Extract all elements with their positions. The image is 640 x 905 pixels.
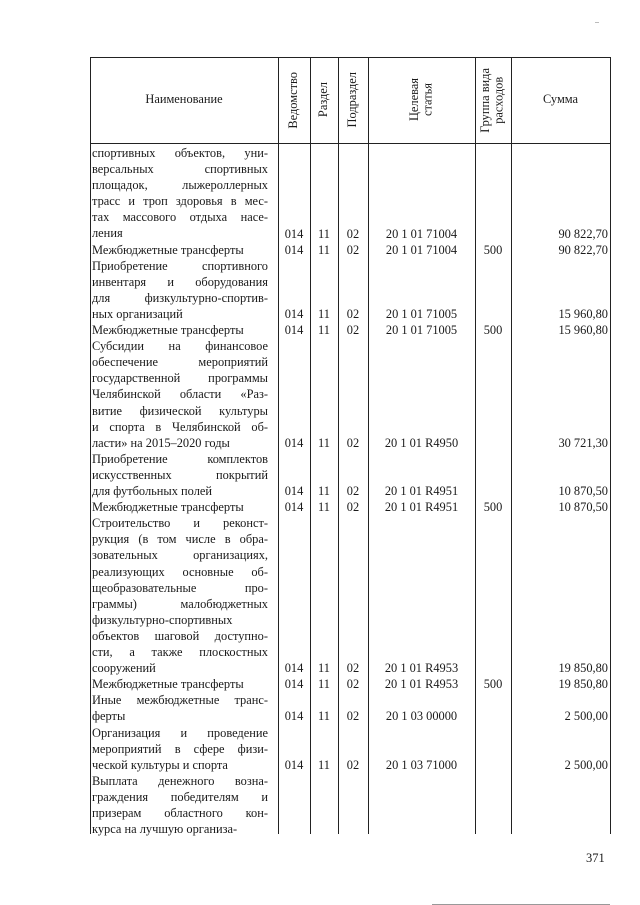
row-celevaya: 20 1 03 71000 bbox=[385, 757, 458, 772]
row-vedomstvo: 014 bbox=[284, 500, 304, 515]
row-summa: 30 721,30 bbox=[558, 435, 608, 450]
row-name-line: сооружений bbox=[92, 661, 156, 676]
row-name-line: Иные межбюджетные транс- bbox=[92, 693, 268, 708]
row-name-line: для футбольных полей bbox=[92, 484, 213, 499]
row-razdel: 11 bbox=[318, 500, 330, 515]
header-celevaya-line: статья bbox=[420, 83, 435, 117]
header-gruppa-line: Группа вида bbox=[478, 67, 493, 133]
header-name-cell bbox=[90, 57, 278, 143]
row-name-line: Межбюджетные трансферты bbox=[92, 323, 244, 338]
row-name bbox=[92, 499, 268, 515]
row-name-line: и спорта в Челябинской об- bbox=[92, 419, 268, 434]
header-podrazdel: Подраздел bbox=[345, 72, 360, 128]
header-razdel-cell bbox=[310, 57, 338, 143]
row-name-line: витие физической культуры bbox=[92, 403, 268, 418]
row-celevaya: 20 1 01 R4950 bbox=[384, 435, 459, 450]
row-celevaya: 20 1 01 R4951 bbox=[384, 500, 459, 515]
row-summa: 90 822,70 bbox=[558, 242, 608, 257]
row-name-line: для физкультурно-спортив- bbox=[92, 290, 268, 305]
row-name-line: физкультурно-спортивных bbox=[92, 612, 233, 627]
row-name-line: Межбюджетные трансферты bbox=[92, 500, 244, 515]
row-name-line: версальных спортивных bbox=[92, 162, 268, 177]
row-podrazdel: 02 bbox=[346, 306, 360, 321]
row-name-line: трасс и троп здоровья в мес- bbox=[92, 194, 268, 209]
row-name-line: ческой культуры и спорта bbox=[92, 757, 228, 772]
row-summa: 10 870,50 bbox=[558, 484, 608, 499]
row-razdel: 11 bbox=[318, 661, 330, 676]
row-razdel: 11 bbox=[318, 709, 330, 724]
table-row bbox=[90, 725, 611, 773]
row-razdel: 11 bbox=[318, 306, 330, 321]
row-name-line: граждения победителям и bbox=[92, 789, 268, 804]
row-celevaya: 20 1 03 00000 bbox=[385, 709, 458, 724]
header-name: Наименование bbox=[145, 92, 223, 107]
row-name-line: инвентаря и оборудования bbox=[92, 274, 268, 289]
header-podrazdel-cell bbox=[338, 57, 368, 143]
row-name-line: ферты bbox=[92, 709, 126, 724]
row-celevaya: 20 1 01 R4951 bbox=[384, 484, 459, 499]
row-name-line: объектов шаговой доступно- bbox=[92, 628, 268, 643]
row-name-line: ления bbox=[92, 226, 123, 241]
row-name-line: спортивных объектов, уни- bbox=[92, 146, 268, 160]
row-podrazdel: 02 bbox=[346, 226, 360, 241]
row-razdel: 11 bbox=[318, 435, 330, 450]
row-name bbox=[92, 242, 268, 258]
row-podrazdel: 02 bbox=[346, 677, 360, 692]
row-name bbox=[92, 692, 268, 724]
row-gruppa: 500 bbox=[483, 242, 503, 257]
row-name-line: Межбюджетные трансферты bbox=[92, 242, 244, 257]
row-name-line: Субсидии на финансовое bbox=[92, 339, 268, 354]
row-vedomstvo: 014 bbox=[284, 323, 304, 338]
row-celevaya: 20 1 01 R4953 bbox=[384, 661, 459, 676]
header-summa: Сумма bbox=[542, 92, 579, 107]
row-summa: 90 822,70 bbox=[558, 226, 608, 241]
row-vedomstvo: 014 bbox=[284, 435, 304, 450]
table-row bbox=[90, 145, 611, 242]
header-celevaya bbox=[408, 78, 435, 121]
row-summa: 19 850,80 bbox=[558, 661, 608, 676]
row-name-line: государственной программы bbox=[92, 371, 268, 386]
header-celevaya-line: Целевая bbox=[406, 78, 421, 122]
row-celevaya: 20 1 01 71005 bbox=[385, 323, 458, 338]
row-vedomstvo: 014 bbox=[284, 757, 304, 772]
row-name-line: мероприятий в сфере физи- bbox=[92, 741, 268, 756]
page-number: 371 bbox=[586, 851, 605, 865]
row-podrazdel: 02 bbox=[346, 484, 360, 499]
header-bottom-border bbox=[90, 143, 611, 144]
row-razdel: 11 bbox=[318, 484, 330, 499]
row-gruppa: 500 bbox=[483, 500, 503, 515]
row-name-line: граммы) малобюджетных bbox=[92, 596, 268, 611]
table-row bbox=[90, 338, 611, 451]
table-row bbox=[90, 258, 611, 322]
row-name bbox=[92, 725, 268, 773]
row-razdel: 11 bbox=[318, 323, 330, 338]
row-name-line: Строительство и реконст- bbox=[92, 516, 268, 531]
header-razdel: Раздел bbox=[316, 82, 331, 118]
header-vedomstvo-cell bbox=[278, 57, 310, 143]
row-name-line: Приобретение спортивного bbox=[92, 258, 268, 273]
row-name-line: ласти» на 2015–2020 годы bbox=[92, 435, 230, 450]
row-razdel: 11 bbox=[318, 677, 330, 692]
row-vedomstvo: 014 bbox=[284, 226, 304, 241]
row-name-line: щеобразовательные про- bbox=[92, 580, 268, 595]
row-summa: 15 960,80 bbox=[558, 306, 608, 321]
row-vedomstvo: 014 bbox=[284, 677, 304, 692]
row-name bbox=[92, 258, 268, 322]
table-row bbox=[90, 676, 611, 692]
row-summa: 2 500,00 bbox=[564, 757, 608, 772]
table-row bbox=[90, 773, 611, 837]
row-razdel: 11 bbox=[318, 242, 330, 257]
row-celevaya: 20 1 01 R4953 bbox=[384, 677, 459, 692]
row-vedomstvo: 014 bbox=[284, 484, 304, 499]
row-name bbox=[92, 145, 268, 242]
header-vedomstvo: Ведомство bbox=[286, 71, 301, 129]
row-name-line: Приобретение комплектов bbox=[92, 451, 268, 466]
budget-table bbox=[90, 57, 611, 837]
row-name-line: Выплата денежного возна- bbox=[92, 773, 268, 788]
header-celevaya-cell bbox=[368, 57, 475, 143]
row-name-line: Межбюджетные трансферты bbox=[92, 677, 244, 692]
row-name-line: зовательных организациях, bbox=[92, 548, 268, 563]
row-razdel: 11 bbox=[318, 226, 330, 241]
row-name bbox=[92, 515, 268, 676]
table-row bbox=[90, 242, 611, 258]
row-name bbox=[92, 676, 268, 692]
row-vedomstvo: 014 bbox=[284, 709, 304, 724]
row-razdel: 11 bbox=[318, 757, 330, 772]
row-summa: 2 500,00 bbox=[564, 709, 608, 724]
table-row bbox=[90, 322, 611, 338]
table-row bbox=[90, 499, 611, 515]
row-podrazdel: 02 bbox=[346, 661, 360, 676]
row-gruppa: 500 bbox=[483, 677, 503, 692]
row-summa: 10 870,50 bbox=[558, 500, 608, 515]
row-name-line: курса на лучшую организа- bbox=[92, 822, 238, 837]
table-row bbox=[90, 692, 611, 724]
header-gruppa-cell bbox=[475, 57, 511, 143]
row-celevaya: 20 1 01 71004 bbox=[385, 242, 458, 257]
row-gruppa: 500 bbox=[483, 323, 503, 338]
row-name bbox=[92, 338, 268, 451]
header-summa-cell bbox=[511, 57, 610, 143]
table-row bbox=[90, 515, 611, 676]
row-celevaya: 20 1 01 71005 bbox=[385, 306, 458, 321]
row-podrazdel: 02 bbox=[346, 323, 360, 338]
row-name-line: обеспечение мероприятий bbox=[92, 355, 268, 370]
row-podrazdel: 02 bbox=[346, 435, 360, 450]
row-podrazdel: 02 bbox=[346, 757, 360, 772]
page-corner-mark bbox=[595, 22, 599, 23]
table-row bbox=[90, 451, 611, 499]
row-name-line: тах массового отдыха насе- bbox=[92, 210, 268, 225]
header-gruppa-line: расходов bbox=[492, 76, 506, 124]
row-name-line: реализующих основные об- bbox=[92, 564, 268, 579]
row-name-line: площадок, лыжероллерных bbox=[92, 178, 268, 193]
row-podrazdel: 02 bbox=[346, 709, 360, 724]
row-name-line: рукция (в том числе в обра- bbox=[92, 532, 268, 547]
row-vedomstvo: 014 bbox=[284, 661, 304, 676]
row-name-line: Организация и проведение bbox=[92, 725, 268, 740]
row-name-line: сти, а также плоскостных bbox=[92, 645, 268, 660]
row-summa: 19 850,80 bbox=[558, 677, 608, 692]
row-celevaya: 20 1 01 71004 bbox=[385, 226, 458, 241]
row-podrazdel: 02 bbox=[346, 242, 360, 257]
row-name-line: искусственных покрытий bbox=[92, 467, 268, 482]
row-vedomstvo: 014 bbox=[284, 306, 304, 321]
row-vedomstvo: 014 bbox=[284, 242, 304, 257]
row-summa: 15 960,80 bbox=[558, 323, 608, 338]
row-name bbox=[92, 773, 268, 837]
row-name-line: Челябинской области «Раз- bbox=[92, 387, 268, 402]
header-gruppa bbox=[479, 68, 506, 133]
row-podrazdel: 02 bbox=[346, 500, 360, 515]
row-name-line: призерам областного кон- bbox=[92, 806, 268, 821]
row-name bbox=[92, 322, 268, 338]
row-name-line: ных организаций bbox=[92, 306, 183, 321]
row-name bbox=[92, 451, 268, 499]
